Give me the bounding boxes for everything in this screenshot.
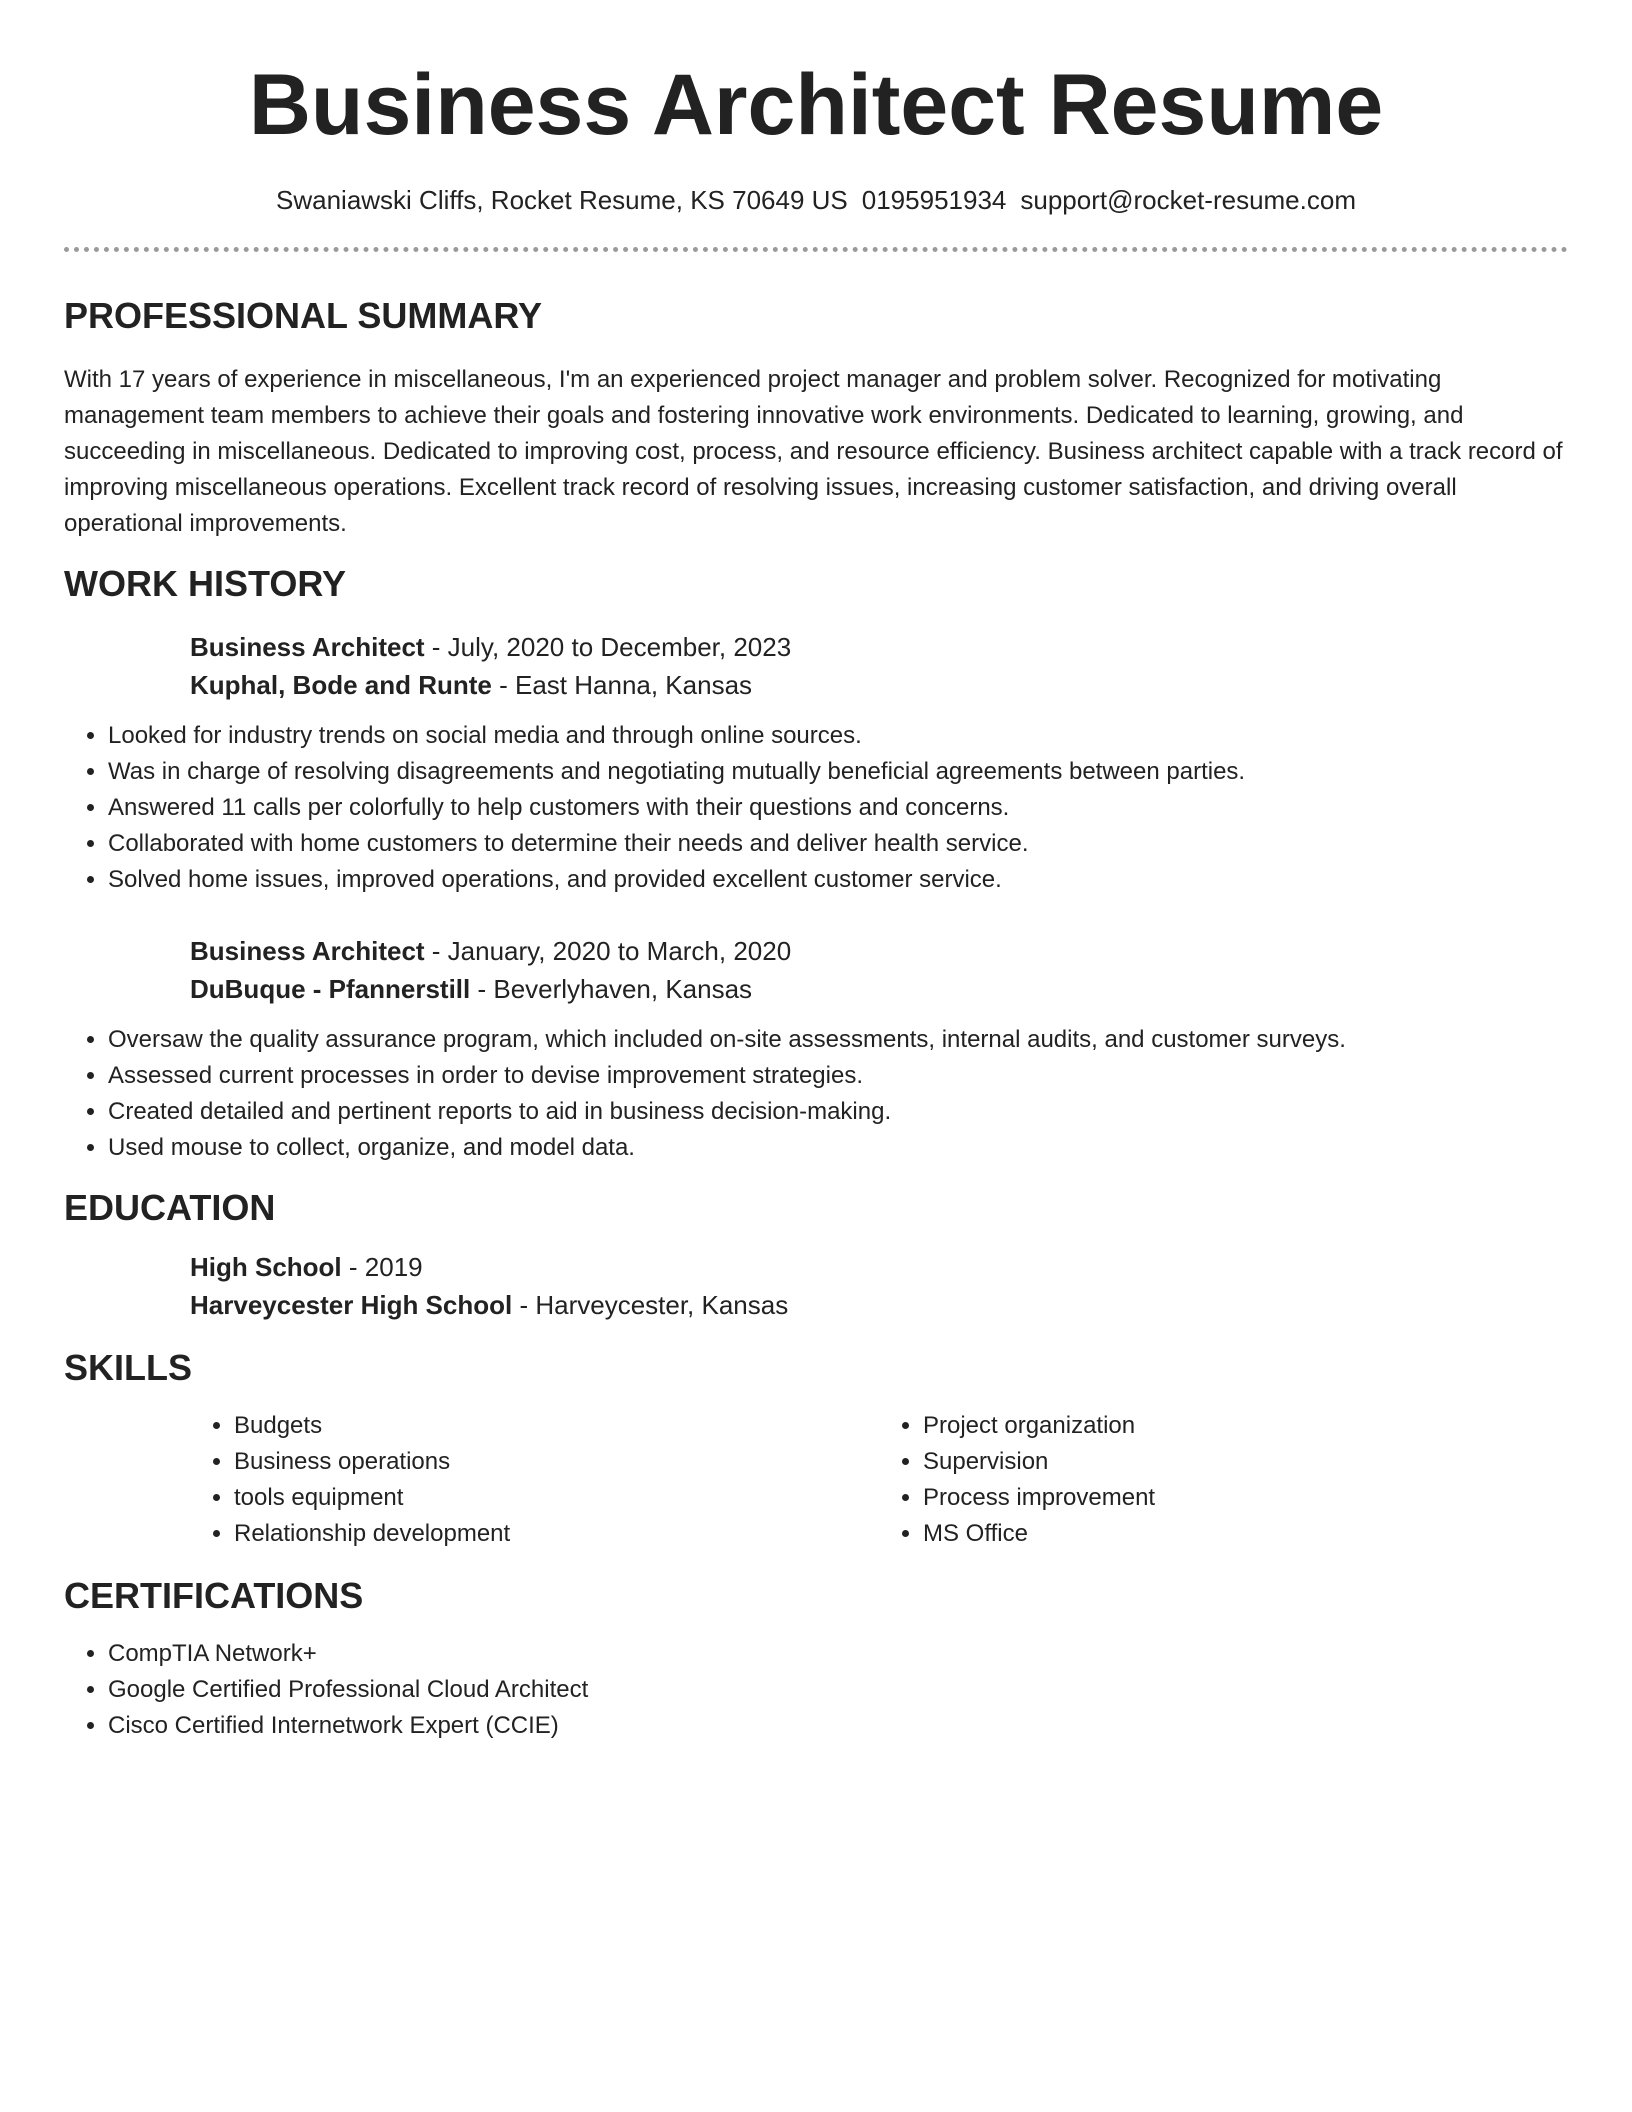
resume-title: Business Architect Resume xyxy=(248,57,1384,153)
skills-column-right xyxy=(879,1408,1568,1552)
skill-item: • MS Office xyxy=(923,1516,1568,1552)
degree: High School xyxy=(190,1252,342,1282)
list-item: • Used mouse to collect, organize, and model data. xyxy=(108,1130,1568,1166)
job-company: DuBuque - Pfannerstill xyxy=(190,974,471,1004)
header-divider xyxy=(64,247,1568,252)
list-item: • Was in charge of resolving disagreements and negotiating mutually beneficial agreements between parties. xyxy=(108,754,1568,790)
list-item: • Oversaw the quality assurance program, which included on-site assessments, internal audits, and customer surveys. xyxy=(108,1022,1568,1058)
job-title-line xyxy=(190,628,1568,666)
job-title-line xyxy=(190,932,1568,970)
certification-item: • Cisco Certified Internetwork Expert (CCIE) xyxy=(108,1708,1568,1744)
job-dates: - July, 2020 to December, 2023 xyxy=(424,632,792,662)
job-company: Kuphal, Bode and Runte xyxy=(190,670,492,700)
skills-grid xyxy=(190,1408,1568,1552)
job-company-line xyxy=(190,666,1568,704)
list-item: • Solved home issues, improved operations, and provided excellent customer service. xyxy=(108,862,1568,898)
summary-heading: PROFESSIONAL SUMMARY xyxy=(64,295,543,336)
skills-column-left xyxy=(190,1408,879,1552)
work-history-heading: WORK HISTORY xyxy=(64,563,347,604)
certifications-heading: CERTIFICATIONS xyxy=(64,1575,364,1616)
list-item: • Looked for industry trends on social media and through online sources. xyxy=(108,718,1568,754)
job-location: - Beverlyhaven, Kansas xyxy=(470,974,753,1004)
skills-heading: SKILLS xyxy=(64,1347,193,1388)
contact-address: Swaniawski Cliffs, Rocket Resume, KS 70649 US xyxy=(276,185,848,215)
job-dates: - January, 2020 to March, 2020 xyxy=(424,936,792,966)
skill-item: • Project organization xyxy=(923,1408,1568,1444)
school-line xyxy=(190,1286,1568,1324)
contact-email[interactable]: support@rocket-resume.com xyxy=(1020,185,1356,215)
job-company-line xyxy=(190,970,1568,1008)
education-heading: EDUCATION xyxy=(64,1187,276,1228)
degree-year: - 2019 xyxy=(341,1252,423,1282)
education-entry xyxy=(190,1248,1568,1324)
skill-item: • Process improvement xyxy=(923,1480,1568,1516)
job-bullets xyxy=(64,718,1568,898)
contact-line xyxy=(64,183,1568,217)
job-title: Business Architect xyxy=(190,632,425,662)
skill-item: • Relationship development xyxy=(234,1516,879,1552)
job-entry xyxy=(190,932,1568,1008)
list-item: • Answered 11 calls per colorfully to help customers with their questions and concerns. xyxy=(108,790,1568,826)
school-name: Harveycester High School xyxy=(190,1290,513,1320)
certifications-list xyxy=(64,1636,1568,1744)
certification-item: • Google Certified Professional Cloud Architect xyxy=(108,1672,1568,1708)
skill-item: • tools equipment xyxy=(234,1480,879,1516)
skill-item: • Budgets xyxy=(234,1408,879,1444)
certification-item: • CompTIA Network+ xyxy=(108,1636,1568,1672)
list-item: • Assessed current processes in order to devise improvement strategies. xyxy=(108,1058,1568,1094)
contact-phone: 0195951934 xyxy=(861,185,1007,215)
summary-text: With 17 years of experience in miscellaneous, I'm an experienced project manager and problem solver. Recognized for motivating management team members to achieve their goals and fostering innovative work environments. Dedicated to learning, growing, and succeeding in miscellaneous. Dedicated to improving cost, process, and resource efficiency. Business architect capable with a track record of improving miscellaneous operations. Excellent track record of resolving issues, increasing customer satisfaction, and driving overall operational improvements. xyxy=(64,366,1563,537)
list-item: • Collaborated with home customers to determine their needs and deliver health service. xyxy=(108,826,1568,862)
list-item: • Created detailed and pertinent reports to aid in business decision-making. xyxy=(108,1094,1568,1130)
school-location: - Harveycester, Kansas xyxy=(512,1290,789,1320)
skill-item: • Supervision xyxy=(923,1444,1568,1480)
skill-item: • Business operations xyxy=(234,1444,879,1480)
job-bullets xyxy=(64,1022,1568,1166)
job-location: - East Hanna, Kansas xyxy=(491,670,753,700)
job-entry xyxy=(190,628,1568,704)
job-title: Business Architect xyxy=(190,936,425,966)
degree-line xyxy=(190,1248,1568,1286)
